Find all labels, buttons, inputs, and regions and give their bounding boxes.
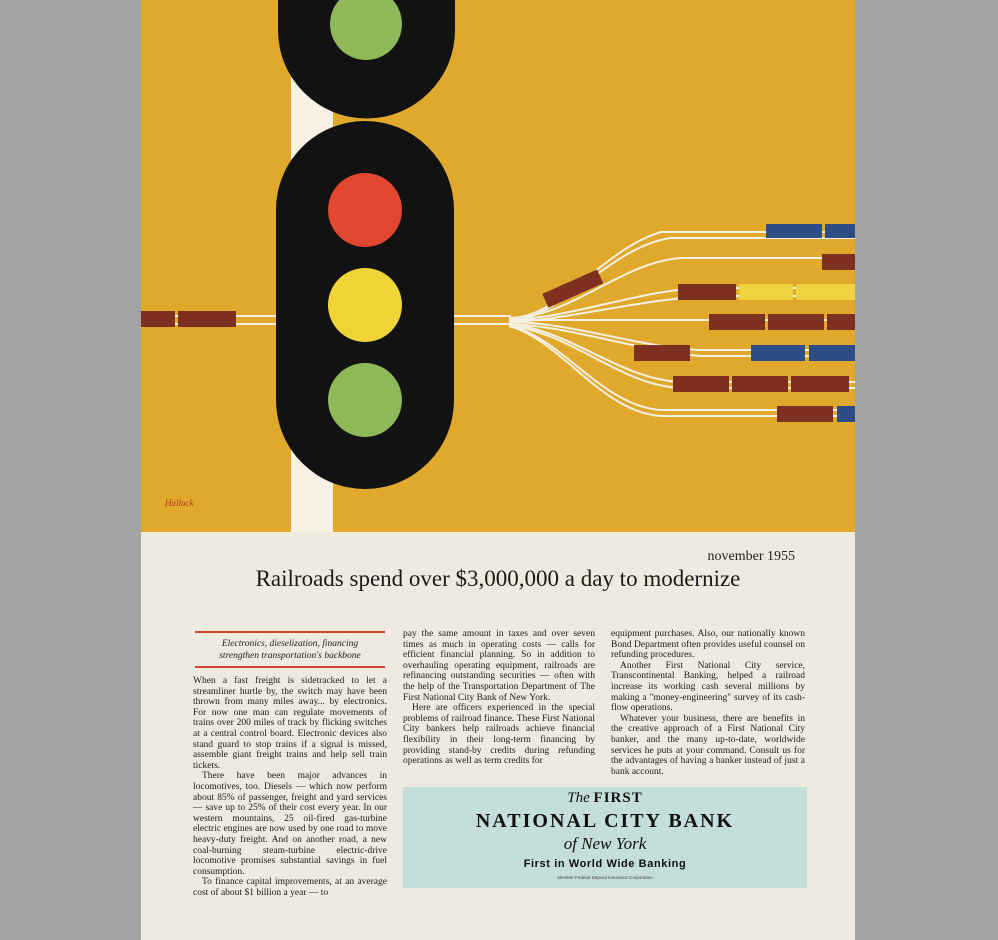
freight-car	[732, 376, 788, 392]
freight-car	[827, 314, 855, 330]
yellow-light	[328, 268, 402, 342]
paragraph: Here are officers experienced in the special problems of railroad finance. These First National City bankers help railroads achieve financial flexibility in their long-term financing by providing stand-by credits during refunding operations as well as term credits for	[403, 703, 595, 767]
body-column-3	[611, 629, 805, 777]
bank-logo-box	[403, 787, 807, 888]
freight-car	[678, 284, 736, 300]
lead-line-1: Electronics, dieselization, financing	[221, 639, 359, 649]
freight-car	[777, 406, 833, 422]
blue-car	[751, 345, 805, 361]
mustard-background	[141, 0, 855, 532]
bank-name: NATIONAL CITY BANK	[475, 810, 735, 832]
bank-location: of New York	[563, 834, 647, 853]
freight-car	[791, 376, 849, 392]
body-column-2	[403, 629, 595, 767]
yellow-car	[796, 284, 855, 300]
main-traffic-signal	[276, 121, 454, 489]
paragraph: There have been major advances in locomotives, too. Diesels — which now perform about 85% of passenger, freight and yard services — save up to 25% of their cost every year. In our western mountains, 25 oil-fired gas-turbine electric engines are now used by one road to move heavy-duty freight. And on another road, a new coal-burning steam-turbine electric-drive locomotive promises substantial savings in fuel consumption.	[193, 771, 387, 877]
paragraph: When a fast freight is sidetracked to let a streamliner hurtle by, the switch may have been thrown from many miles away... by electronics. For now one man can regulate movements of trains over 200 miles of track by flicking switches at a central control board. Electronic devices also stand guard to stop trains if a signal is missed, assemble giant freight trains and help sell train tickets.	[193, 676, 387, 771]
blue-car	[809, 345, 855, 361]
artist-signature: Hallock	[165, 498, 194, 508]
paragraph: Another First National City service, Transcontinental Banking, helped a railroad increase its working cash several millions by making a "money-engineering" survey of its cash-flow operations.	[611, 660, 805, 714]
bank-the-first	[403, 790, 807, 807]
magazine-page	[141, 0, 855, 940]
issue-date: november 1955	[707, 549, 795, 564]
lead-box	[195, 631, 385, 668]
bank-first: FIRST	[593, 790, 643, 806]
paragraph: equipment purchases. Also, our nationally known Bond Department often provides useful counsel on refunding procedures.	[611, 629, 805, 661]
freight-car	[709, 314, 765, 330]
paragraph: Whatever your business, there are benefits in the creative approach of a First National City banker, and the many up-to-date, worldwide services he puts at your command. Consult us for the advantages of having a banker instead of just a bank account.	[611, 713, 805, 777]
blue-car	[825, 224, 855, 238]
freight-car	[768, 314, 824, 330]
paragraph: pay the same amount in taxes and over seven times as much in operating costs — calls for efficient financial planning. So in addition to overhauling operating equipment, railroads are refinancing outstanding securities — often with the help of the Transportation Department of The First National City Bank of New York.	[403, 629, 595, 703]
bank-the: The	[567, 790, 590, 806]
freight-car	[141, 311, 175, 327]
bank-member-notice: Member Federal Deposit Insurance Corporation	[557, 875, 653, 880]
headline: Railroads spend over $3,000,000 a day to modernize	[255, 566, 741, 591]
paragraph: To finance capital improvements, at an average cost of about $1 billion a year — to	[193, 877, 387, 898]
blue-car	[837, 406, 855, 422]
freight-car	[178, 311, 236, 327]
green-light	[328, 363, 402, 437]
freight-car	[822, 254, 855, 270]
freight-car	[673, 376, 729, 392]
freight-car	[634, 345, 690, 361]
red-light	[328, 173, 402, 247]
railroad-signal-illustration	[141, 0, 855, 532]
yellow-car	[739, 284, 793, 300]
body-column-1	[193, 676, 387, 898]
lead-line-2: strengthen transportation's backbone	[219, 651, 361, 661]
blue-car	[766, 224, 822, 238]
bank-tagline: First in World Wide Banking	[523, 858, 687, 870]
